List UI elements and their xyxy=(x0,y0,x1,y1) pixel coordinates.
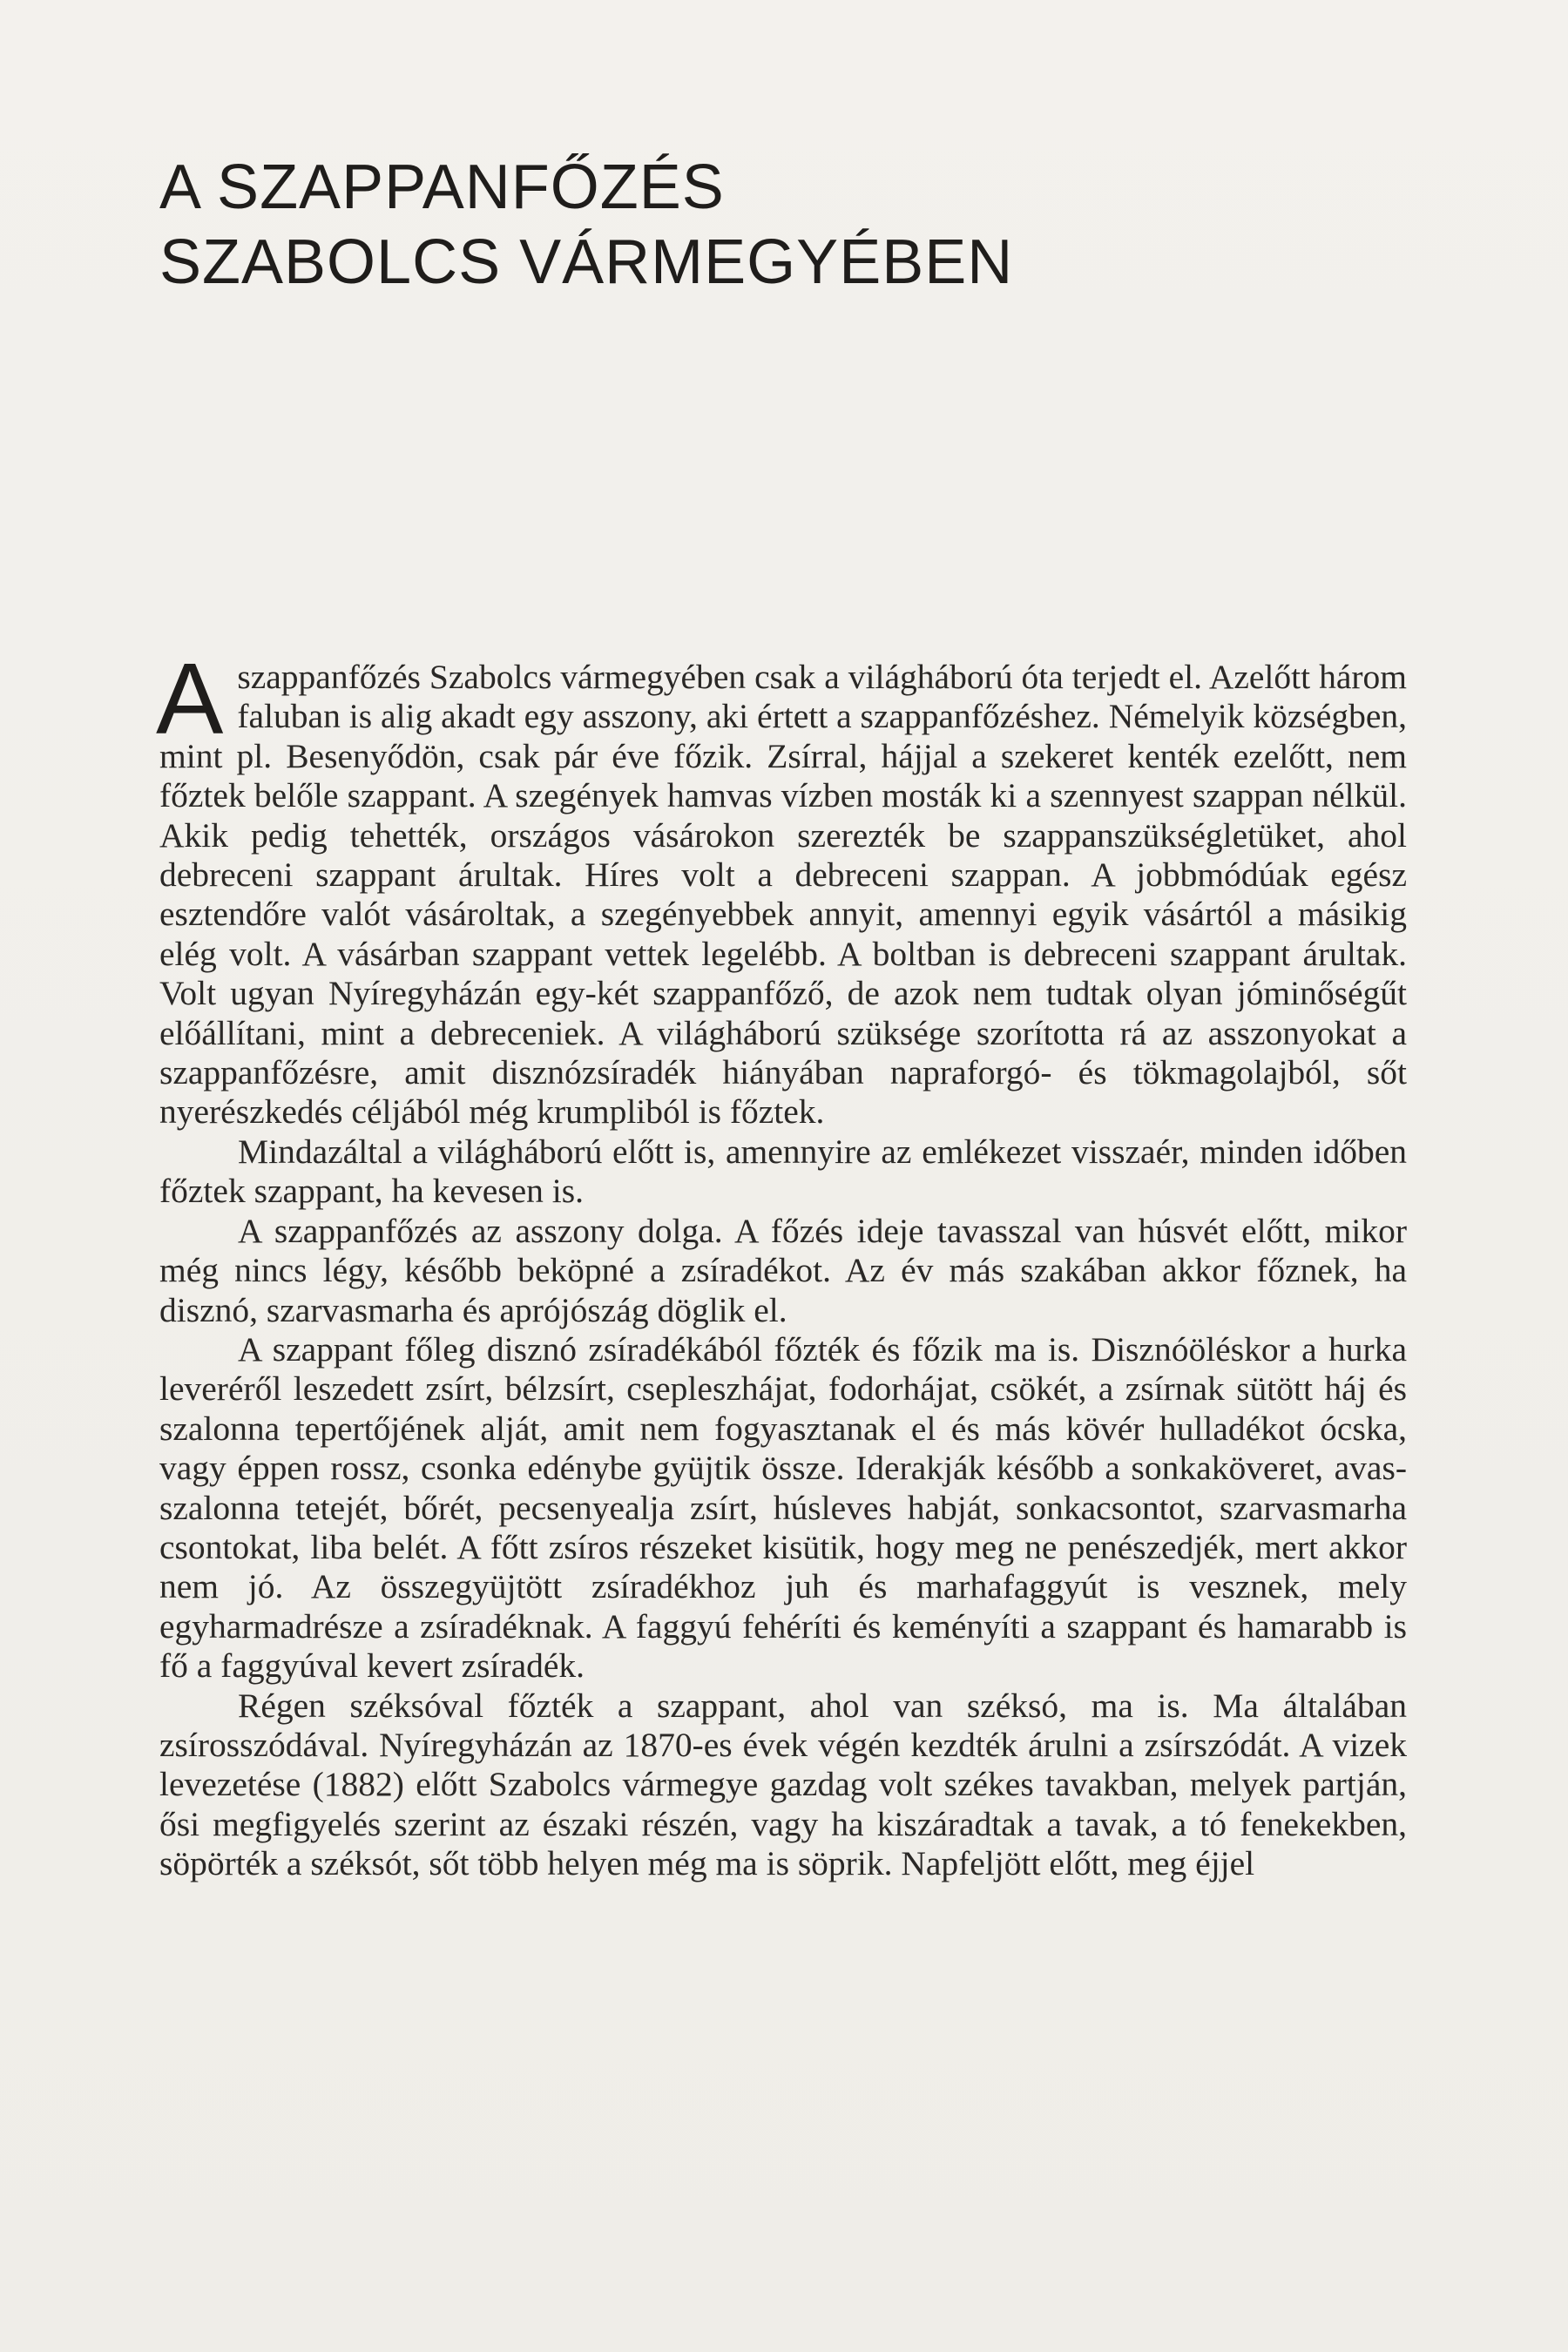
paragraph-2: Mindazáltal a világháború előtt is, amennyire az emlékezet visszaér, minden időben főztek szappant, ha kevesen is. xyxy=(159,1132,1407,1211)
chapter-title-line-1: A SZAPPANFŐZÉS xyxy=(159,152,725,222)
paragraph-1 xyxy=(156,642,1407,1132)
paragraph-3: A szappanfőzés az asszony dolga. A főzés ideje tavasszal van húsvét előtt, mikor még nincs légy, később beköpné a zsíradékot. Az év más szakában akkor főznek, ha disznó, szarvasmarha és aprójószág döglik el. xyxy=(159,1211,1407,1329)
drop-cap: A xyxy=(156,642,224,755)
paragraph-4: A szappant főleg disznó zsíradékából főzték és főzik ma is. Disznóöléskor a hurka leveréről leszedett zsírt, bélzsírt, csepleszhájat, fodorhájat, csökét, a zsírnak sütött háj és szalonna tepertőjének alját, amit nem fogyasztanak el és más kövér hulladékot ócska, vagy éppen rossz, csonka edénybe gyüjtik össze. Iderakják később a sonkaköveret, avasszalonna tetejét, bőrét, pecsenyealja zsírt, húsleves habját, sonkacsontot, szarvasmarha csontokat, liba belét. A főtt zsíros részeket kisütik, hogy meg ne penészedjék, mert akkor nem jó. Az összegyüjtött zsíradékhoz juh és marhafaggyút is vesznek, mely egyharmadrésze a zsíradéknak. A faggyú fehéríti és keményíti a szappant és hamarabb is fő a faggyúval kevert zsíradék. xyxy=(159,1329,1407,1686)
paragraph-1-text: szappanfőzés Szabolcs vármegyében csak a világháború óta terjedt el. Azelőtt három faluban is alig akadt egy asszony, aki értett a szappanfőzéshez. Némelyik községben, mint pl. Besenyődön, csak pár éve főzik. Zsírral, hájjal a szekeret kenték ezelőtt, nem főztek belőle szappant. A szegények hamvas vízben mosták ki a szennyest szappan nélkül. Akik pedig tehették, országos vásárokon szerezték be szappanszükségletüket, ahol debreceni szappant árultak. Híres volt a debreceni szappan. A jobbmódúak egész esztendőre valót vásároltak, a szegényebbek annyit, amennyi egyik vásártól a másikig elég volt. A vásárban szappant vettek legelébb. A boltban is debreceni szappant árultak. Volt ugyan Nyíregyházán egy-két szappanfőző, de azok nem tudtak olyan jóminőségűt előállítani, mint a debreceniek. A világháború szüksége szorította rá az asszonyokat a szappanfőzésre, amit disznózsíradék hiányában napraforgó- és tökmagolajból, sőt nyerészkedés céljából még krumpliból is főztek. xyxy=(159,658,1407,1132)
chapter-title xyxy=(159,150,1013,300)
body-text xyxy=(156,642,1407,1884)
chapter-title-line-2: SZABOLCS VÁRMEGYÉBEN xyxy=(159,227,1014,297)
paragraph-5: Régen széksóval főzték a szappant, ahol van széksó, ma is. Ma általában zsírosszódával. Nyíregyházán az 1870-es évek végén kezdték árulni a zsírszódát. A vizek levezetése (1882) előtt Szabolcs vármegye gazdag volt székes tavakban, melyek partján, ősi megfigyelés szerint az északi részén, vagy ha kiszáradtak a tavak, a tó fenekekben, söpörték a széksót, sőt több helyen még ma is söprik. Napfeljött előtt, meg éjjel xyxy=(159,1686,1407,1883)
